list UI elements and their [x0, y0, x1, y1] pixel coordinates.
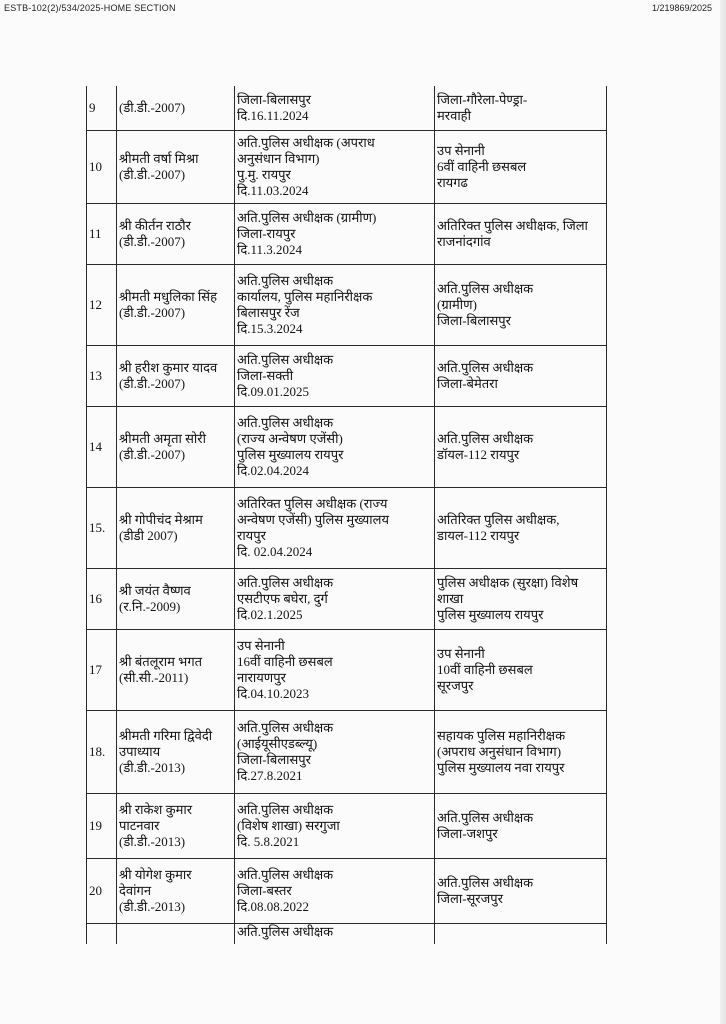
- table-row: [87, 346, 607, 407]
- officer-name: श्रीमती मधुलिका सिंह (डी.डी.-2007): [117, 265, 235, 346]
- new-posting: अति.पुलिस अधीक्षक डॉयल-112 रायपुर: [435, 407, 607, 488]
- transfer-table: [86, 86, 607, 944]
- new-posting: अति.पुलिस अधीक्षक (ग्रामीण) जिला-बिलासपुर: [435, 265, 607, 346]
- current-posting: अति.पुलिस अधीक्षक एसटीएफ बघेरा, दुर्ग दि.02.1.2025: [235, 569, 435, 630]
- page-edge: [720, 0, 726, 1024]
- officer-name: श्री गोपीचंद मेश्राम (डीडी 2007): [117, 488, 235, 569]
- new-posting: अतिरिक्त पुलिस अधीक्षक, डायल-112 रायपुर: [435, 488, 607, 569]
- current-posting: अति.पुलिस अधीक्षक जिला-सक्ती दि.09.01.2025: [235, 346, 435, 407]
- current-posting: उप सेनानी 16वीं वाहिनी छसबल नारायणपुर दि.04.10.2023: [235, 630, 435, 711]
- new-posting: उप सेनानी 10वीं वाहिनी छसबल सूरजपुर: [435, 630, 607, 711]
- current-posting: अति.पुलिस अधीक्षक (अपराध अनुसंधान विभाग) पु.मु. रायपुर दि.11.03.2024: [235, 131, 435, 204]
- officer-name: श्री योगेश कुमार देवांगन (डी.डी.-2013): [117, 859, 235, 924]
- current-posting: अति.पुलिस अधीक्षक कार्यालय, पुलिस महानिरीक्षक बिलासपुर रेंज दि.15.3.2024: [235, 265, 435, 346]
- new-posting: उप सेनानी 6वीं वाहिनी छसबल रायगढ: [435, 131, 607, 204]
- table-row: [87, 265, 607, 346]
- serial-number: 14: [87, 407, 117, 488]
- current-posting: अति.पुलिस अधीक्षक (आईयूसीएडब्ल्यू) जिला-बिलासपुर दि.27.8.2021: [235, 711, 435, 794]
- officer-name: [117, 924, 235, 945]
- serial-number: 10: [87, 131, 117, 204]
- serial-number: 11: [87, 204, 117, 265]
- serial-number: 15.: [87, 488, 117, 569]
- table-row: [87, 488, 607, 569]
- new-posting: [435, 924, 607, 945]
- officer-name: श्रीमती अमृता सोरी (डी.डी.-2007): [117, 407, 235, 488]
- serial-number: 13: [87, 346, 117, 407]
- officer-name: श्री जयंत वैष्णव (र.नि.-2009): [117, 569, 235, 630]
- current-posting: अति.पुलिस अधीक्षक (विशेष शाखा) सरगुजा दि. 5.8.2021: [235, 794, 435, 859]
- new-posting: अति.पुलिस अधीक्षक जिला-जशपुर: [435, 794, 607, 859]
- file-reference: ESTB-102(2)/534/2025-HOME SECTION: [4, 3, 176, 13]
- serial-number: 9: [87, 86, 117, 131]
- officer-name: (डी.डी.-2007): [117, 86, 235, 131]
- serial-number: [87, 924, 117, 945]
- current-posting: अति.पुलिस अधीक्षक जिला-बस्तर दि.08.08.2022: [235, 859, 435, 924]
- new-posting: सहायक पुलिस महानिरीक्षक (अपराध अनुसंधान विभाग) पुलिस मुख्यालय नवा रायपुर: [435, 711, 607, 794]
- current-posting: अतिरिक्त पुलिस अधीक्षक (राज्य अन्वेषण एजेंसी) पुलिस मुख्यालय रायपुर दि. 02.04.2024: [235, 488, 435, 569]
- officer-name: श्रीमती वर्षा मिश्रा (डी.डी.-2007): [117, 131, 235, 204]
- current-posting: अति.पुलिस अधीक्षक (राज्य अन्वेषण एजेंसी) पुलिस मुख्यालय रायपुर दि.02.04.2024: [235, 407, 435, 488]
- current-posting: अति.पुलिस अधीक्षक: [235, 924, 435, 945]
- serial-number: 17: [87, 630, 117, 711]
- table-row: [87, 86, 607, 131]
- new-posting: जिला-गौरेला-पेण्ड्रा- मरवाही: [435, 86, 607, 131]
- officer-name: श्री कीर्तन राठौर (डी.डी.-2007): [117, 204, 235, 265]
- table-row: [87, 859, 607, 924]
- serial-number: 20: [87, 859, 117, 924]
- officer-name: श्री हरीश कुमार यादव (डी.डी.-2007): [117, 346, 235, 407]
- serial-number: 16: [87, 569, 117, 630]
- table-row: [87, 924, 607, 945]
- table-row: [87, 711, 607, 794]
- current-posting: अति.पुलिस अधीक्षक (ग्रामीण) जिला-रायपुर दि.11.3.2024: [235, 204, 435, 265]
- officer-name: श्री राकेश कुमार पाटनवार (डी.डी.-2013): [117, 794, 235, 859]
- receipt-number: 1/219869/2025: [651, 3, 712, 13]
- new-posting: अति.पुलिस अधीक्षक जिला-बेमेतरा: [435, 346, 607, 407]
- table-row: [87, 407, 607, 488]
- officer-name: श्रीमती गरिमा द्विवेदी उपाध्याय (डी.डी.-2013): [117, 711, 235, 794]
- current-posting: जिला-बिलासपुर दि.16.11.2024: [235, 86, 435, 131]
- serial-number: 19: [87, 794, 117, 859]
- officer-name: श्री बंतलूराम भगत (सी.सी.-2011): [117, 630, 235, 711]
- table-row: [87, 131, 607, 204]
- new-posting: अतिरिक्त पुलिस अधीक्षक, जिला राजनांदगांव: [435, 204, 607, 265]
- new-posting: अति.पुलिस अधीक्षक जिला-सूरजपुर: [435, 859, 607, 924]
- new-posting: पुलिस अधीक्षक (सुरक्षा) विशेष शाखा पुलिस मुख्यालय रायपुर: [435, 569, 607, 630]
- serial-number: 12: [87, 265, 117, 346]
- serial-number: 18.: [87, 711, 117, 794]
- table-row: [87, 569, 607, 630]
- table-row: [87, 630, 607, 711]
- table-row: [87, 794, 607, 859]
- table-row: [87, 204, 607, 265]
